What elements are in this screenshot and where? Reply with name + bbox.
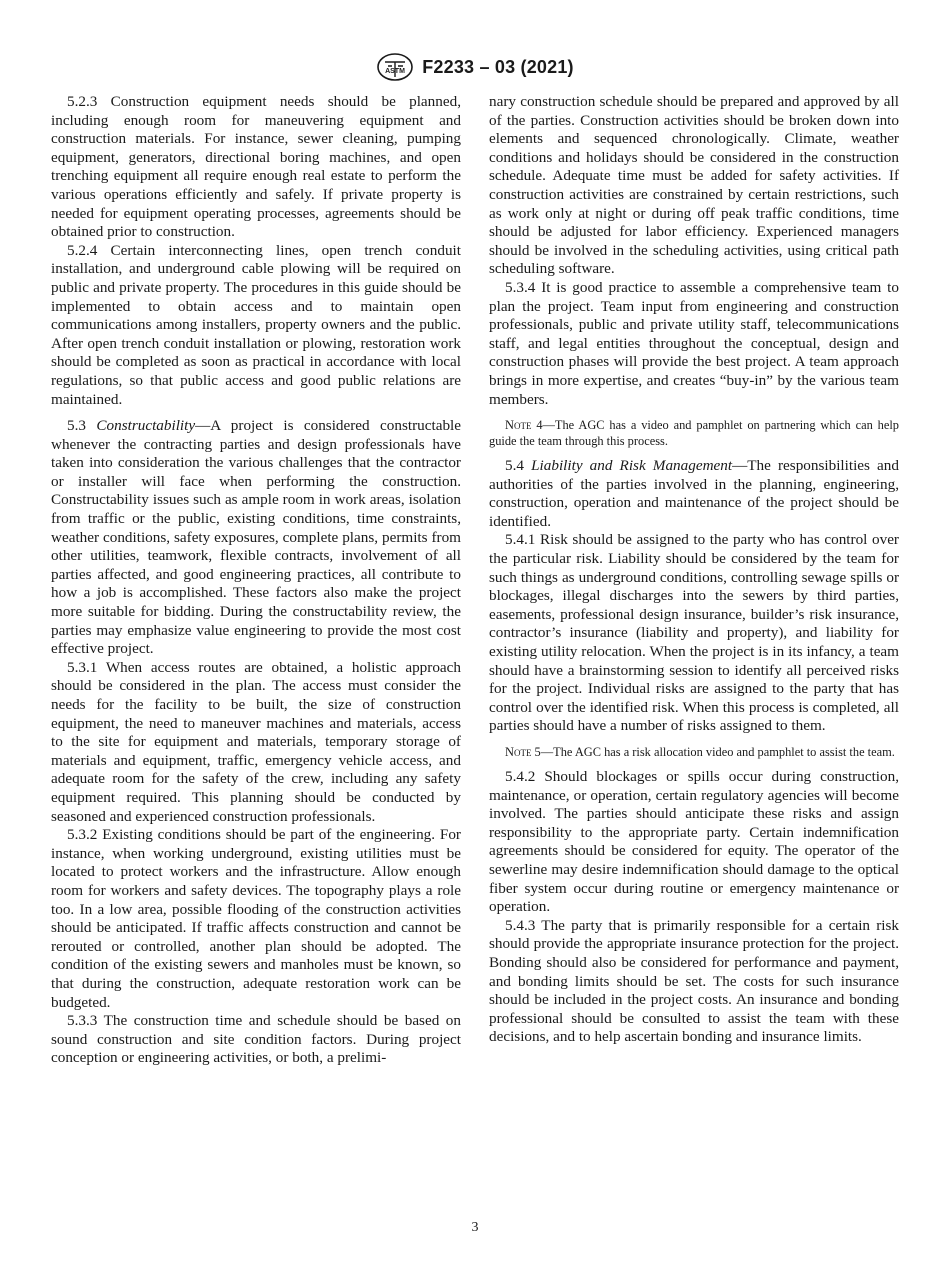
paragraph-5-3-1: 5.3.1 When access routes are obtained, a holistic approach should be considered in the plan. The access must consider the needs for the facility to be built, the size of construction equipment, the need to maneuver machines and materials, access to the site for equipment and materials, temporary storage of materials and equipment, traffic, emergency vehicle access, and adequate room for the safety of the crew, including any safety equipment required. This planning should be conducted by seasoned and experienced construction professionals. (51, 658, 461, 825)
note-text: —The AGC has a video and pamphlet on partnering which can help guide the team through this process. (489, 418, 899, 449)
paragraph-5-4 (489, 457, 899, 531)
paragraph-5-2-3: 5.2.3 Construction equipment needs should be planned, including enough room for maneuvering equipment and construction materials. For instance, sewer cleaning, pumping equipment, generators, directional boring machines, and open trenching equipment all require enough real estate to perform the various operations efficiently and safely. If private property is needed for equipment operating processes, agreements should be obtained prior to construction. (51, 93, 461, 241)
note-label: Note 4 (505, 418, 543, 433)
paragraph-5-4-1: 5.4.1 Risk should be assigned to the party who has control over the particular risk. Liability should be considered by the team for such things as underground conditions, controlling sewage spills or blockages, illegal discharges into the sewers by third parties, easements, professional design insurance, builder’s risk insurance, contractor’s insurance (liability and property), and liability for existing utility relocation. When the project is in its infancy, a team should have a brainstorming session to identify all perceived risks for the project. Individual risks are assigned to the party that has control over the identified risk. When this process is completed, all parties should have a number of risks assigned to them. (489, 531, 899, 735)
note-text: —The AGC has a risk allocation video and pamphlet to assist the team. (540, 745, 895, 759)
note-4 (489, 417, 899, 449)
section-number: 5.4 (505, 457, 524, 475)
astm-logo-text: ASTM (385, 68, 406, 75)
document-id: F2233 – 03 (2021) (422, 56, 574, 77)
left-column (51, 93, 461, 1068)
section-title: Liability and Risk Management (531, 457, 733, 475)
paragraph-5-3-4: 5.3.4 It is good practice to assemble a comprehensive team to plan the project. Team input from engineering and construction professionals, public and private utility staff, telecommunications staff, and legal entities throughout the conceptual, design and construction phases will provide the best project. A team approach brings in more expertise, and creates “buy-in” by the various team members. (489, 278, 899, 408)
section-number: 5.3 (67, 417, 86, 435)
paragraph-5-3-3-continued: nary construction schedule should be prepared and approved by all of the parties. Construction activities should be broken down into elements and sequenced chronologically. Climate, weather conditions and holidays should be considered in the construction schedule. Adequate time must be added for safety activities. If construction activities are constrained by certain restrictions, such as work only at night or during off peak traffic conditions, time should be adjusted for labor efficiency. Experienced managers should be involved in the scheduling activities, using critical path scheduling software. (489, 93, 899, 278)
paragraph-5-4-3: 5.4.3 The party that is primarily responsible for a certain risk should provide the appropriate insurance protection for the project. Bonding should also be considered for performance and payment, and bonding limits should be set. The costs for such insurance should be included in the project costs. An insurance and bonding professional should be consulted to assist the team with these decisions, and to help ascertain bonding and insurance limits. (489, 916, 899, 1046)
section-title: Constructability (96, 417, 196, 435)
paragraph-5-4-2: 5.4.2 Should blockages or spills occur during construction, maintenance, or operation, certain regulatory agencies will become involved. The parties should anticipate these risks and assign responsibility to the appropriate party. Certain indemnification agreements should be considered for equity. The operator of the sewerline may desire indemnification should damage to the optical fiber system occur during routine or emergency maintenance or operation. (489, 768, 899, 916)
page-number: 3 (471, 1220, 479, 1235)
astm-logo-icon (376, 52, 414, 82)
paragraph-5-3-3: 5.3.3 The construction time and schedule should be based on sound construction and site condition factors. During project conception or engineering activities, or both, a prelimi- (51, 1012, 461, 1067)
paragraph-5-2-4: 5.2.4 Certain interconnecting lines, open trench conduit installation, and underground cable plowing will be required on public and private property. The procedures in this guide should be implemented to obtain access and to maintain open communications among installers, property owners and the public. After open trench conduit installation or plowing, restoration work should be completed as soon as practical in accordance with local regulations, so that public access and good public relations are maintained. (51, 241, 461, 408)
section-body: —A project is considered constructable whenever the contracting parties and design professionals have taken into consideration the various challenges that the contractor or installer will face when performing the construction. Constructability issues such as ample room in work areas, isolation from traffic or the public, existing conditions, time constraints, weather conditions, safety exposures, complete plans, permits from other utilities, teamwork, flexible contracts, involvement of all parties affected, and good engineering practices, all contribute to how a job is accomplished. These factors also make the project more suitable for bidding. During the constructability review, the parties may emphasize value engineering to provide the most cost effective project. (51, 417, 461, 658)
note-label: Note 5 (505, 745, 541, 759)
page-header (0, 52, 950, 86)
paragraph-5-3-2: 5.3.2 Existing conditions should be part of the engineering. For instance, when working underground, existing utilities must be located to protect workers and the infrastructure. Allow enough room for workers and safety devices. The topography plays a role too. In a low area, possible flooding of the construction activities should be anticipated. If traffic affects construction and cannot be rerouted or controlled, another plan should be adopted. The condition of the existing sewers and manholes must be known, so that during the construction, adequate restoration work can be budgeted. (51, 826, 461, 1011)
right-column (489, 93, 899, 1047)
note-5 (489, 744, 899, 760)
section-body: —The responsibilities and authorities of the parties involved in the planning, engineering, construction, operation and maintenance of the project should be identified. (489, 457, 899, 530)
paragraph-5-3 (51, 417, 461, 659)
